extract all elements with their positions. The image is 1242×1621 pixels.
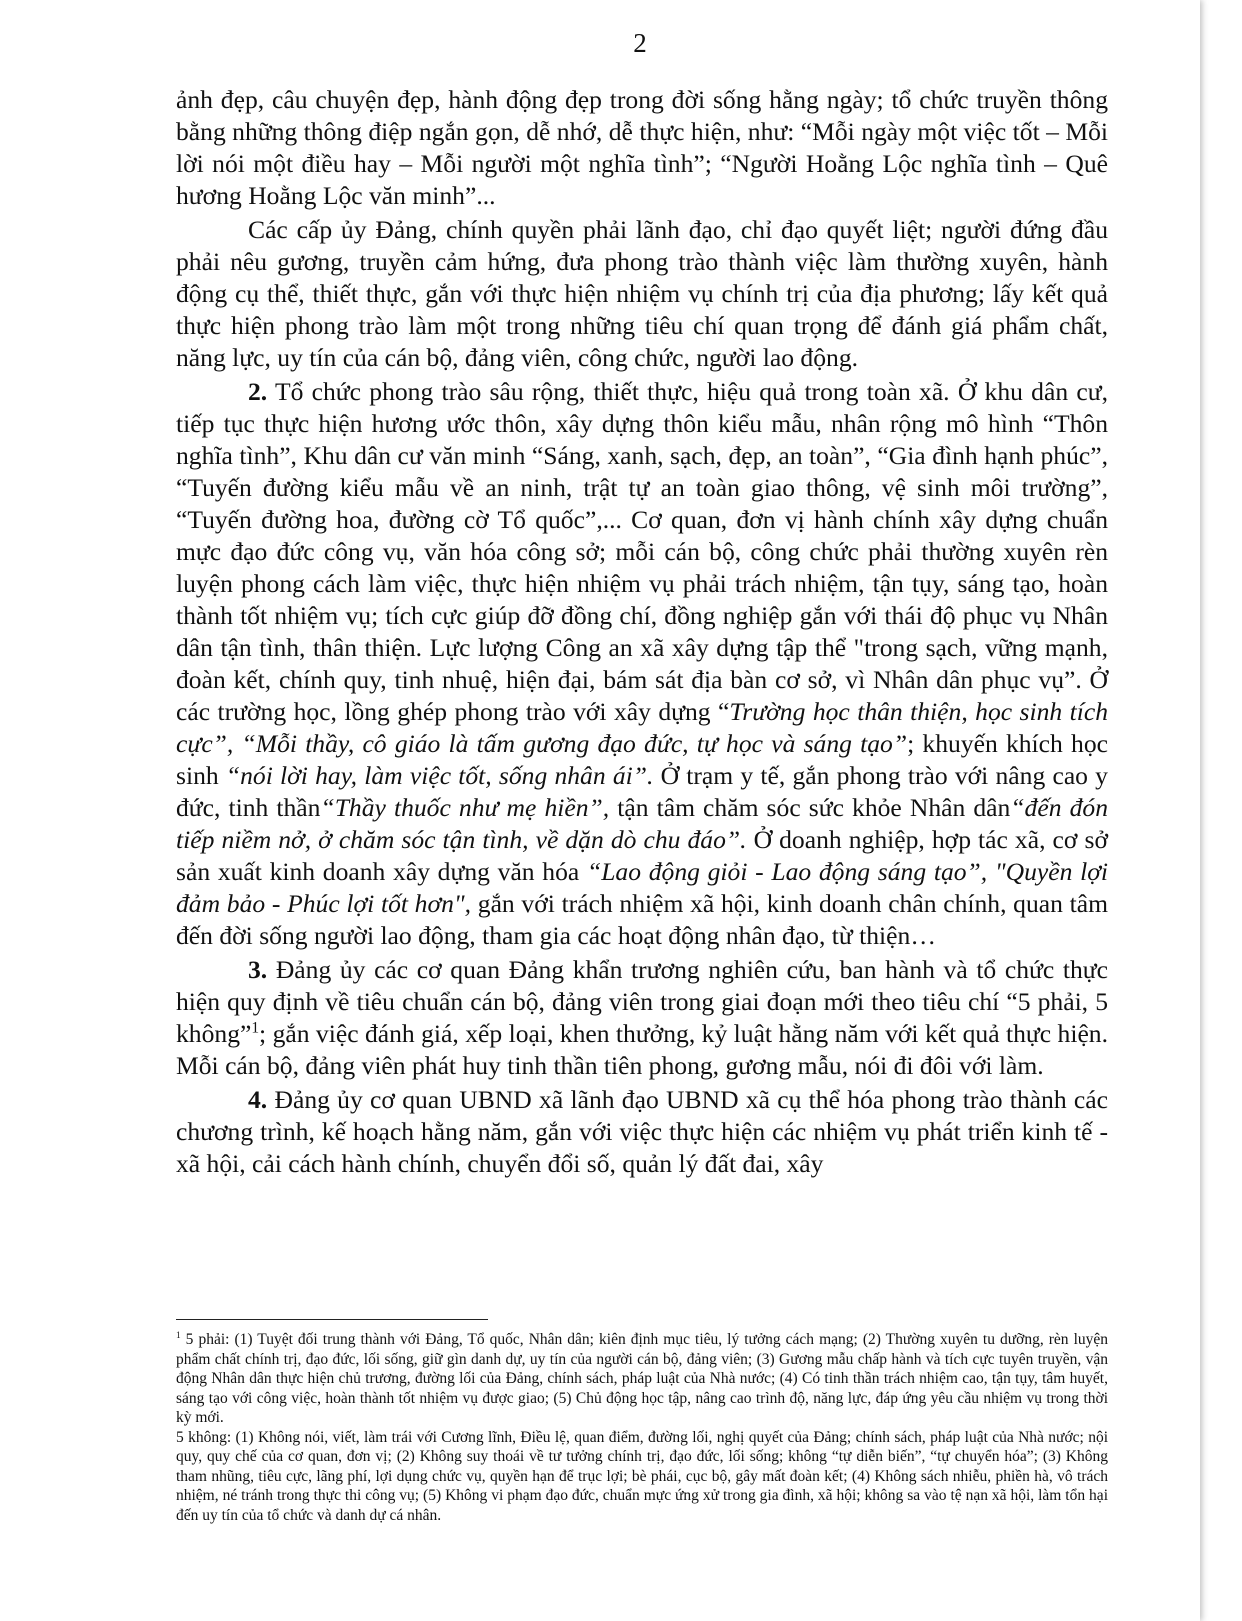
item-number: 4. [248, 1085, 268, 1114]
footnotes [176, 1330, 1108, 1525]
text-run: ; khuyến khích học sinh [176, 729, 1108, 790]
footnote-5-khong: 5 không: (1) Không nói, viết, làm trái với Cương lĩnh, Điều lệ, quan điểm, đường lối, nghị quyết của Đảng; chính sách, pháp luật của Nhà nước; nội quy, quy chế của cơ quan, đơn vị; (2) Không suy thoái về tư tưởng chính trị, đạo đức, lối sống; không “tự diễn biến”, “tự chuyển hóa”; (3) Không tham nhũng, tiêu cực, lãng phí, lợi dụng chức vụ, quyền hạn để trục lợi; bè phái, cục bộ, gây mất đoàn kết; (4) Không sách nhiễu, phiền hà, vô trách nhiệm, né tránh trong thực thi công vụ; (5) Không vi phạm đạo đức, chuẩn mực ứng xử trong gia đình, xã hội; không sa vào tệ nạn xã hội, làm tổn hại đến uy tín của tổ chức và danh dự cá nhân. [176, 1428, 1108, 1524]
footnote-text: 5 phải: (1) Tuyệt đối trung thành với Đảng, Tổ quốc, Nhân dân; kiên định mục tiêu, lý tưởng cách mạng; (2) Thường xuyên tu dưỡng, rèn luyện phẩm chất chính trị, đạo đức, lối sống, giữ gìn danh dự, uy tín của người cán bộ, đảng viên; (3) Gương mẫu chấp hành và tích cực tuyên truyền, vận động Nhân dân thực hiện chủ trương, đường lối của Đảng, chính sách, pháp luật của Nhà nước; (4) Có tinh thần trách nhiệm cao, tận tụy, tâm huyết, sáng tạo với công việc, hoàn thành tốt nhiệm vụ được giao; (5) Chủ động học tập, nâng cao trình độ, năng lực, đáp ứng yêu cầu nhiệm vụ trong thời kỳ mới. [176, 1331, 1108, 1426]
italic-run: “Lao động giỏi - Lao động sáng tạo”, "Quyền lợi đảm bảo - Phúc lợi tốt hơn", [176, 857, 1108, 918]
italic-run: “nói lời hay, làm việc tốt, sống nhân ái”. [225, 761, 654, 790]
italic-run: “Thầy thuốc như mẹ hiền”, [320, 793, 610, 822]
text-run: Ở doanh nghiệp, hợp tác xã, cơ sở sản xuất kinh doanh xây dựng văn hóa [176, 825, 1109, 886]
paragraph-item-3 [176, 954, 1108, 1082]
text-run: ; gắn việc đánh giá, xếp loại, khen thưởng, kỷ luật hằng năm với kết quả thực hiện. Mỗi cán bộ, đảng viên phát huy tinh thần tiên phong, gương mẫu, nói đi đôi với làm. [176, 1019, 1108, 1080]
text-run: Đảng ủy cơ quan UBND xã lãnh đạo UBND xã cụ thể hóa phong trào thành các chương trình, kế hoạch hằng năm, gắn với việc thực hiện các nhiệm vụ phát triển kinh tế - xã hội, cải cách hành chính, chuyển đổi số, quản lý đất đai, xây [176, 1085, 1108, 1178]
item-number: 3. [248, 955, 268, 984]
footnote-5-phai [176, 1330, 1108, 1428]
item-number: 2. [248, 377, 268, 406]
page-number: 2 [633, 28, 647, 58]
paragraph-item-2 [176, 376, 1108, 952]
document-body [176, 84, 1108, 1180]
footnote-reference[interactable]: 1 [251, 1019, 260, 1037]
paragraph-leadership: Các cấp ủy Đảng, chính quyền phải lãnh đạo, chỉ đạo quyết liệt; người đứng đầu phải nêu gương, truyền cảm hứng, đưa phong trào thành việc làm thường xuyên, hành động cụ thể, thiết thực, gắn với thực hiện nhiệm vụ chính trị của địa phương; lấy kết quả thực hiện phong trào làm một trong những tiêu chí quan trọng để đánh giá phẩm chất, năng lực, uy tín của cán bộ, đảng viên, công chức, người lao động. [176, 215, 1108, 372]
text-run: tận tâm chăm sóc sức khỏe Nhân dân [609, 793, 1011, 822]
text-run: Ở trạm y tế, gắn phong trào với nâng cao y đức, tinh thần [176, 761, 1108, 822]
footnote-marker: 1 [176, 1330, 181, 1341]
paragraph-item-4 [176, 1084, 1108, 1180]
text-run: Đảng ủy các cơ quan Đảng khẩn trương nghiên cứu, ban hành và tổ chức thực hiện quy định về tiêu chuẩn cán bộ, đảng viên trong giai đoạn mới theo tiêu chí “5 phải, 5 không” [176, 955, 1108, 1048]
paragraph-continuation: ảnh đẹp, câu chuyện đẹp, hành động đẹp trong đời sống hằng ngày; tổ chức truyền thông bằng những thông điệp ngắn gọn, dễ nhớ, dễ thực hiện, như: “Mỗi ngày một việc tốt – Mỗi lời nói một điều hay – Mỗi người một nghĩa tình”; “Người Hoằng Lộc nghĩa tình – Quê hương Hoằng Lộc văn minh”... [176, 85, 1108, 210]
italic-run: Trường học thân thiện, học sinh tích cực”, “Mỗi thầy, cô giáo là tấm gương đạo đức, tự học và sáng tạo” [176, 697, 1108, 758]
italic-run: “đến đón tiếp niềm nở, ở chăm sóc tận tình, về dặn dò chu đáo”. [176, 793, 1108, 854]
text-run: gắn với trách nhiệm xã hội, kinh doanh chân chính, quan tâm đến đời sống người lao động, tham gia các hoạt động nhân đạo, từ thiện… [176, 889, 1108, 950]
footnote-separator [176, 1319, 488, 1320]
text-run: Tổ chức phong trào sâu rộng, thiết thực, hiệu quả trong toàn xã. Ở khu dân cư, tiếp tục thực hiện hương ước thôn, xây dựng thôn kiểu mẫu, nhân rộng mô hình “Thôn nghĩa tình”, Khu dân cư văn minh “Sáng, xanh, sạch, đẹp, an toàn”, “Gia đình hạnh phúc”, “Tuyến đường kiểu mẫu về an ninh, trật tự an toàn giao thông, vệ sinh môi trường”, “Tuyến đường hoa, đường cờ Tổ quốc”,... Cơ quan, đơn vị hành chính xây dựng chuẩn mực đạo đức công vụ, văn hóa công sở; mỗi cán bộ, công chức phải thường xuyên rèn luyện phong cách làm việc, thực hiện nhiệm vụ phải trách nhiệm, tận tụy, sáng tạo, hoàn thành tốt nhiệm vụ; tích cực giúp đỡ đồng chí, đồng nghiệp gắn với thái độ phục vụ Nhân dân tận tình, thân thiện. Lực lượng Công an xã xây dựng tập thể "trong sạch, vững mạnh, đoàn kết, chính quy, tinh nhuệ, hiện đại, bám sát địa bàn cơ sở, vì Nhân dân phục vụ”. Ở các trường học, lồng ghép phong trào với xây dựng “ [176, 377, 1108, 726]
